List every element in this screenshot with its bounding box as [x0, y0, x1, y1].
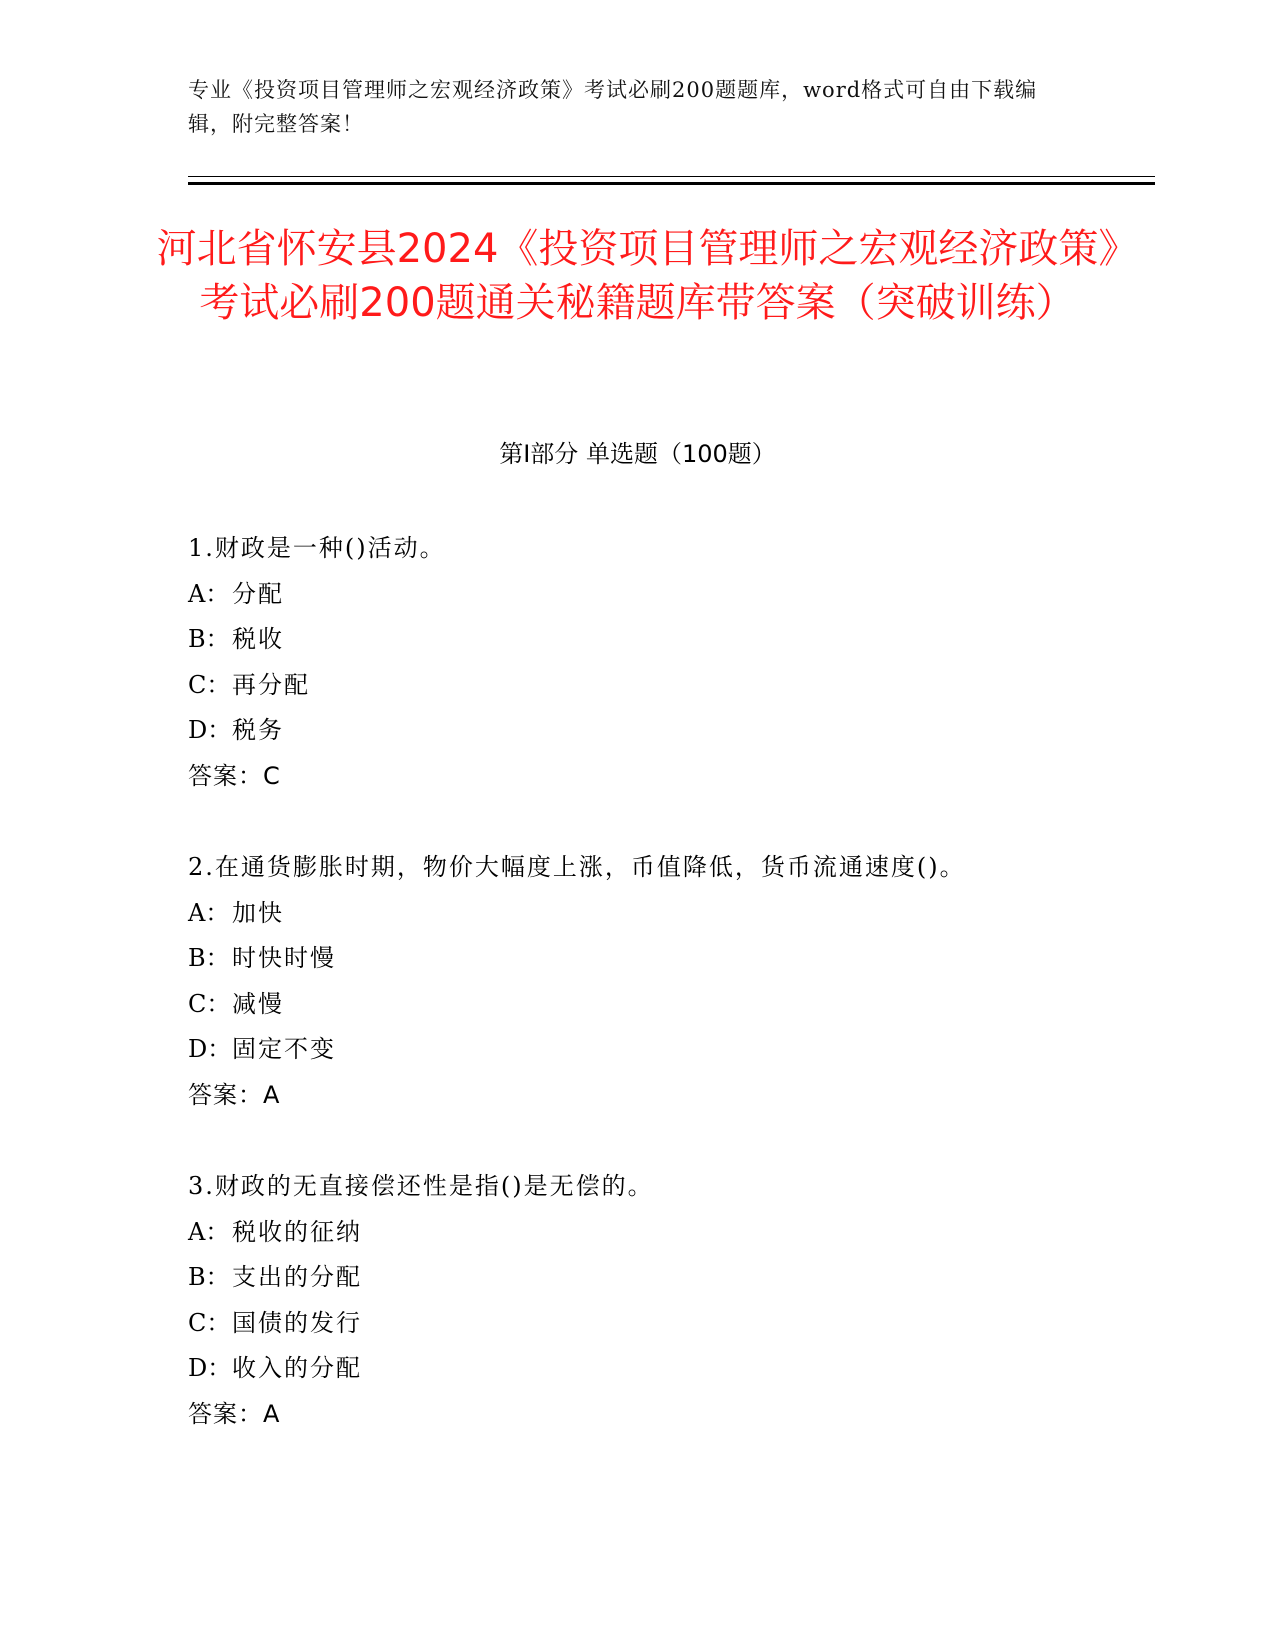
- answer-value: A: [263, 1080, 281, 1109]
- answer-line: [188, 754, 1128, 800]
- option-text: 税收的征纳: [232, 1217, 362, 1246]
- option-letter: A：: [188, 898, 230, 927]
- answer-label: 答案：: [188, 1399, 263, 1428]
- document-title: 河北省怀安县2024《投资项目管理师之宏观经济政策》考试必刷200题通关秘籍题库带答案（突破训练）: [156, 226, 1119, 326]
- option-a: [188, 572, 1128, 618]
- question-stem: 1.财政是一种()活动。: [188, 534, 446, 562]
- option-c: [188, 982, 1128, 1028]
- option-text: 加快: [232, 898, 284, 927]
- option-text: 再分配: [232, 670, 310, 699]
- option-letter: D：: [188, 1354, 232, 1382]
- option-c: [188, 663, 1128, 709]
- section-title: 第I部分 单选题（100题）: [499, 440, 776, 468]
- option-text: 税收: [232, 625, 284, 653]
- question-stem: 2.在通货膨胀时期，物价大幅度上涨，币值降低，货币流通速度()。: [188, 853, 966, 881]
- option-text: 税务: [232, 716, 284, 744]
- question-1: [188, 526, 1128, 799]
- option-text: 分配: [232, 579, 284, 608]
- option-letter: C：: [188, 670, 231, 699]
- option-text: 时快时慢: [232, 944, 336, 972]
- option-text: 收入的分配: [232, 1354, 362, 1382]
- answer-line: [188, 1073, 1128, 1119]
- option-letter: B：: [188, 1263, 230, 1291]
- option-letter: A：: [188, 579, 230, 608]
- option-b: [188, 1255, 1128, 1301]
- header-rule-thin: [188, 176, 1155, 177]
- option-text: 减慢: [232, 989, 284, 1018]
- question-stem: 3.财政的无直接偿还性是指()是无偿的。: [188, 1172, 654, 1200]
- option-a: [188, 1210, 1128, 1256]
- header-note: 专业《投资项目管理师之宏观经济政策》考试必刷200题题库，word格式可自由下载编辑，附完整答案！: [188, 78, 1038, 136]
- answer-value: A: [263, 1399, 281, 1428]
- option-d: [188, 708, 1128, 754]
- header-rule-thick: [188, 182, 1155, 185]
- question-2: [188, 845, 1128, 1118]
- option-c: [188, 1301, 1128, 1347]
- option-letter: D：: [188, 1035, 232, 1063]
- question-3: [188, 1164, 1128, 1437]
- option-letter: A：: [188, 1217, 230, 1246]
- answer-value: C: [263, 761, 281, 790]
- option-text: 支出的分配: [232, 1263, 362, 1291]
- option-a: [188, 891, 1128, 937]
- answer-line: [188, 1392, 1128, 1438]
- answer-label: 答案：: [188, 1080, 263, 1109]
- option-letter: D：: [188, 716, 232, 744]
- option-letter: B：: [188, 625, 230, 653]
- option-b: [188, 617, 1128, 663]
- option-text: 国债的发行: [232, 1308, 362, 1337]
- option-letter: C：: [188, 989, 231, 1018]
- option-text: 固定不变: [232, 1035, 336, 1063]
- option-d: [188, 1346, 1128, 1392]
- option-letter: B：: [188, 944, 230, 972]
- option-b: [188, 936, 1128, 982]
- option-d: [188, 1027, 1128, 1073]
- option-letter: C：: [188, 1308, 231, 1337]
- answer-label: 答案：: [188, 761, 263, 790]
